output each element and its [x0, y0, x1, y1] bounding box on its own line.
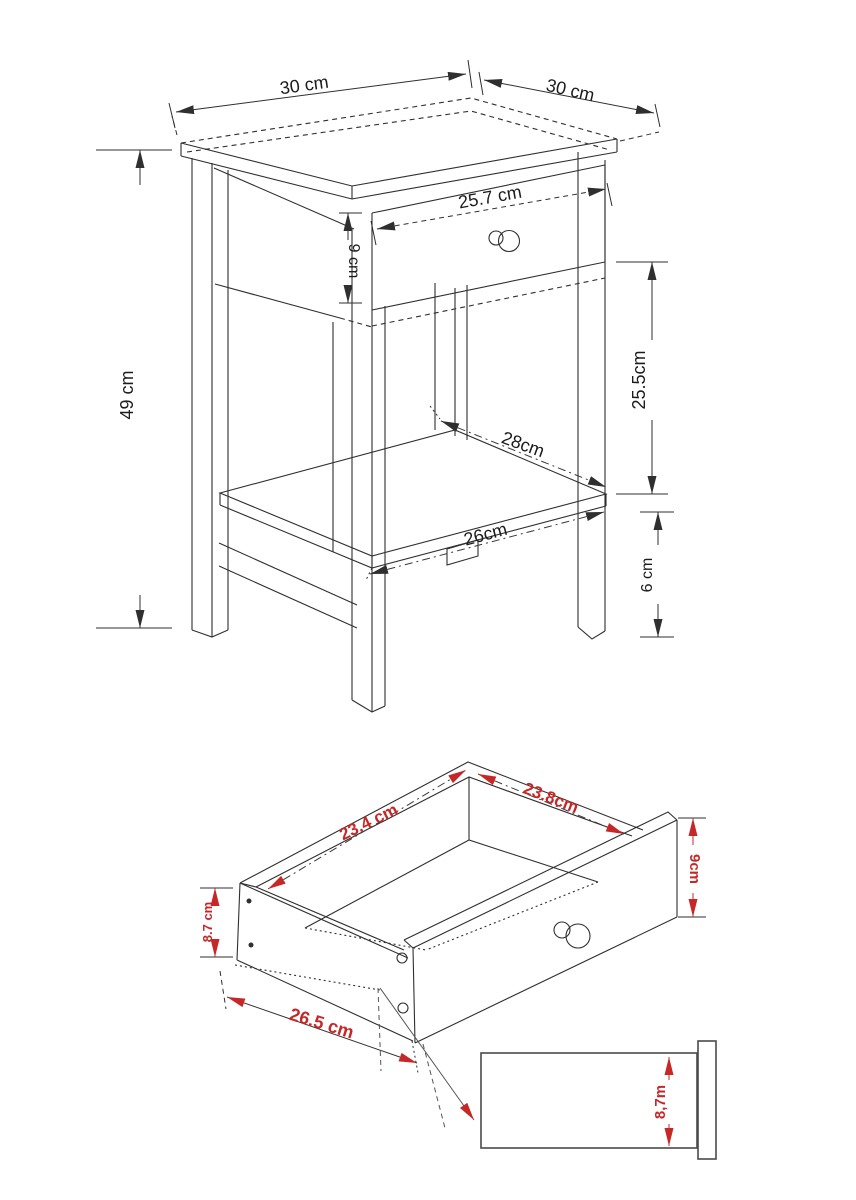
side-view-front-panel [698, 1041, 716, 1159]
drawer-box [235, 762, 677, 1128]
dim-shelf-width [366, 512, 604, 580]
dim-side-view-height-label: 8,7m [652, 1084, 669, 1120]
dowel-dot [249, 943, 254, 948]
dim-drawer-inner-depth-label: 23.4 cm [336, 799, 401, 845]
dim-side-view-height [652, 1057, 669, 1146]
dim-base-height [639, 512, 674, 637]
dim-shelf-depth-label: 28cm [498, 427, 548, 462]
dim-drawer-front-height-label: 9 cm [345, 243, 362, 279]
dim-shelf-depth [430, 406, 606, 487]
back-leg [435, 283, 467, 440]
front-leg [333, 213, 385, 712]
dim-drawer-side-height [200, 888, 233, 957]
dim-top-width-label: 30 cm [278, 71, 330, 99]
screw-hole [398, 1003, 408, 1013]
dim-overall-height [96, 150, 172, 628]
dim-drawer-front-height2 [678, 818, 706, 917]
dim-open-section-height-label: 25.5cm [629, 350, 649, 410]
drawer-drawing [200, 762, 706, 1128]
dim-top-width [169, 60, 472, 135]
dim-drawer-front-height [339, 213, 362, 303]
left-leg [192, 158, 228, 637]
right-leg [578, 152, 605, 639]
dim-base-height-label: 6 cm [639, 557, 656, 593]
dim-top-depth-label: 30 cm [544, 74, 597, 106]
screw-hole [397, 953, 407, 963]
dim-drawer-outer-width [220, 971, 418, 1073]
dim-top-depth [479, 72, 660, 141]
drawer-side-view [481, 1041, 716, 1159]
nightstand-drawing [96, 60, 674, 712]
dim-drawer-front-width [371, 182, 612, 245]
dim-shelf-width-label: 26cm [461, 518, 510, 550]
dim-drawer-front-height2-label: 9cm [686, 853, 703, 885]
dim-drawer-front-width-label: 25.7 cm [456, 181, 524, 213]
tabletop [181, 98, 617, 199]
dim-open-section-height [616, 262, 668, 494]
dowel-dot [247, 899, 252, 904]
shelf [220, 430, 606, 568]
dim-drawer-outer-width-label: 26.5 cm [287, 1004, 357, 1043]
dim-drawer-inner-width-label: 23.8cm [520, 778, 582, 818]
dim-overall-height-label: 49 cm [117, 370, 137, 420]
dim-drawer-side-height-label: 8.7 cm [200, 901, 215, 943]
dim-drawer-inner-depth [268, 770, 466, 889]
leader-to-side-view [380, 988, 474, 1120]
